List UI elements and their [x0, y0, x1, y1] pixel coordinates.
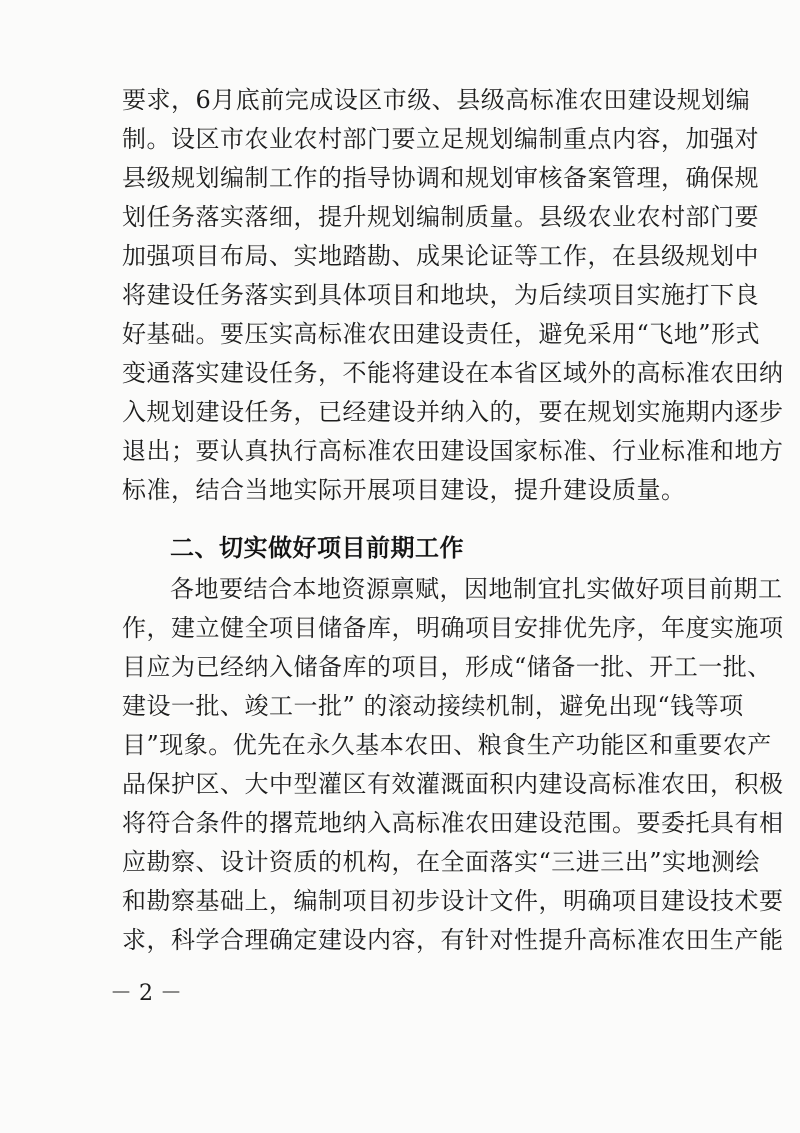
text-line: 加强项目布局、实地踏勘、成果论证等工作，在县级规划中: [122, 242, 759, 270]
text-line: 目”现象。优先在永久基本农田、粮食生产功能区和重要农产: [122, 731, 772, 759]
text-line: 各地要结合本地资源禀赋，因地制宜扎实做好项目前期工: [170, 575, 783, 603]
text-line: 变通落实建设任务，不能将建设在本省区域外的高标准农田纳: [122, 359, 784, 387]
page-number: － 2 －: [110, 981, 182, 1006]
text-line: 应勘察、设计资质的机构，在全面落实“三进三出”实地测绘: [122, 848, 761, 876]
text-line: 入规划建设任务，已经建设并纳入的，要在规划实施期内逐步: [122, 398, 784, 426]
text-line: 作，建立健全项目储备库，明确项目安排优先序，年度实施项: [122, 614, 784, 642]
section-heading: 二、切实做好项目前期工作: [170, 534, 464, 562]
text-line: 制。设区市农业农村部门要立足规划编制重点内容，加强对: [122, 125, 759, 153]
text-line: 将建设任务落实到具体项目和地块，为后续项目实施打下良: [122, 281, 759, 309]
text-line: 目应为已经纳入储备库的项目，形成“储备一批、开工一批、: [122, 653, 772, 681]
text-line: 划任务落实落细，提升规划编制质量。县级农业农村部门要: [122, 203, 759, 231]
text-line: 退出；要认真执行高标准农田建设国家标准、行业标准和地方: [122, 437, 784, 465]
text-line: 县级规划编制工作的指导协调和规划审核备案管理，确保规: [122, 164, 759, 192]
text-line: 品保护区、大中型灌区有效灌溉面积内建设高标准农田，积极: [122, 770, 784, 798]
text-line: 好基础。要压实高标准农田建设责任，避免采用“飞地”形式: [122, 320, 761, 348]
text-line: 求，科学合理确定建设内容，有针对性提升高标准农田生产能: [122, 926, 784, 954]
text-line: 和勘察基础上，编制项目初步设计文件，明确项目建设技术要: [122, 887, 784, 915]
text-line: 建设一批、竣工一批” 的滚动接续机制，避免出现“钱等项: [122, 692, 744, 720]
text-line: 将符合条件的撂荒地纳入高标准农田建设范围。要委托具有相: [122, 809, 784, 837]
text-line: 要求，6月底前完成设区市级、县级高标准农田建设规划编: [122, 86, 751, 114]
text-line: 标准，结合当地实际开展项目建设，提升建设质量。: [122, 476, 686, 504]
